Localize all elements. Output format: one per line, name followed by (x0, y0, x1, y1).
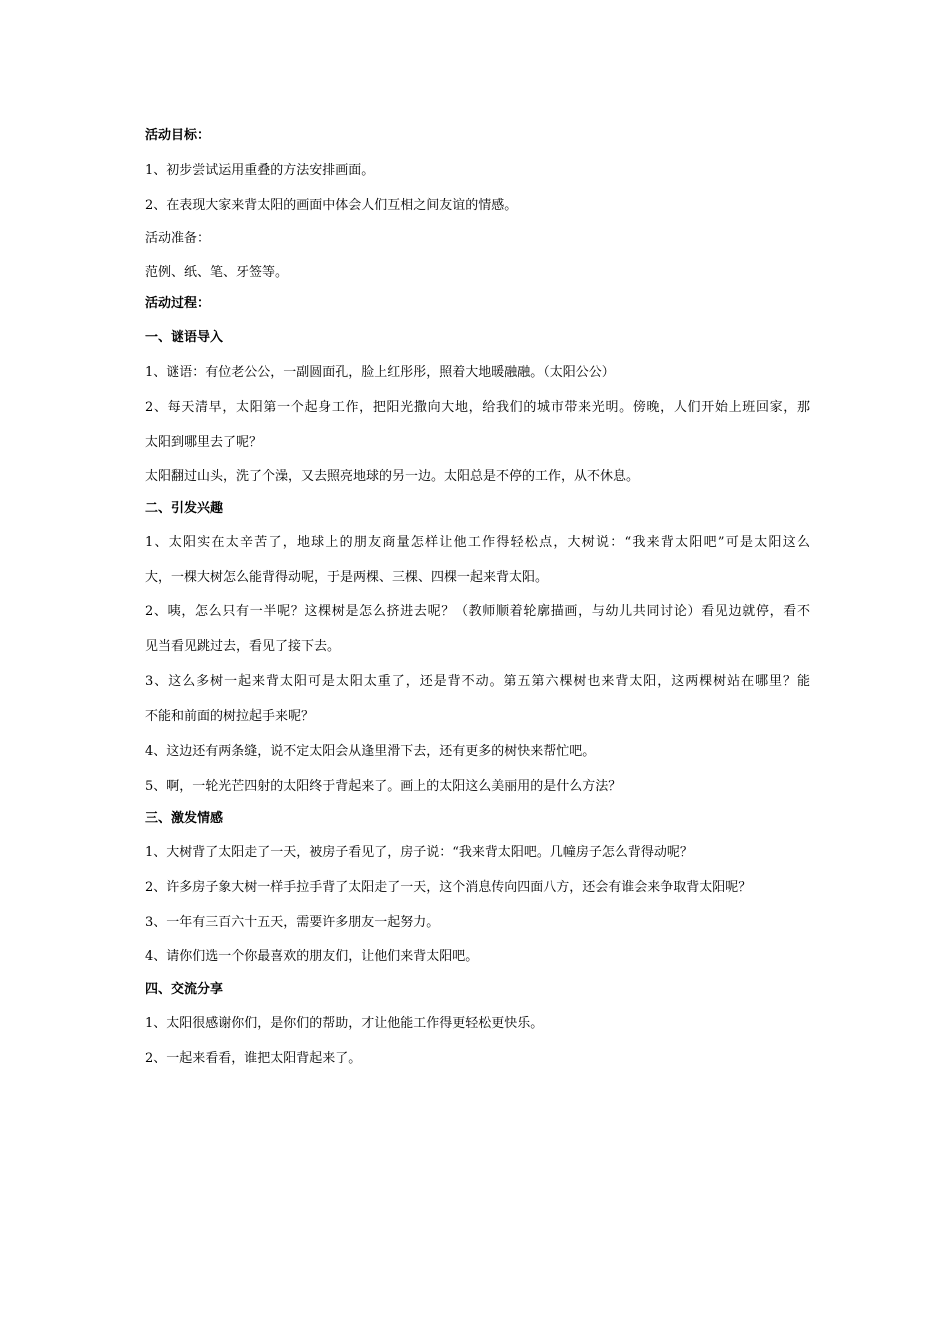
section-2-paragraph-2-line-1: 2、咦，怎么只有一半呢？这棵树是怎么挤进去呢？（教师顺着轮廓描画，与幼儿共同讨论）看见边就停，看不 (145, 604, 810, 619)
goal-item-2: 2、在表现大家来背太阳的画面中体会人们互相之间友谊的情感。 (145, 198, 518, 213)
section-1-paragraph-2-line-1: 2、每天清早，太阳第一个起身工作，把阳光撒向大地，给我们的城市带来光明。傍晚，人们开始上班回家，那 (145, 400, 810, 415)
section-2-paragraph-1-line-2: 大，一棵大树怎么能背得动呢，于是两棵、三棵、四棵一起来背太阳。 (145, 570, 549, 585)
section-1-heading: 一、谜语导入 (145, 330, 224, 345)
section-4-heading: 四、交流分享 (145, 982, 224, 997)
section-2-paragraph-5: 5、啊，一轮光芒四射的太阳终于背起来了。画上的太阳这么美丽用的是什么方法？ (145, 779, 622, 794)
section-2-paragraph-1-line-1: 1、太阳实在太辛苦了，地球上的朋友商量怎样让他工作得轻松点，大树说：“我来背太阳吧”可是太阳这么 (145, 535, 810, 550)
prep-heading: 活动准备： (145, 231, 211, 246)
prep-items: 范例、纸、笔、牙签等。 (145, 265, 289, 280)
section-3-paragraph-4: 4、请你们选一个你最喜欢的朋友们，让他们来背太阳吧。 (145, 949, 479, 964)
section-3-paragraph-2: 2、许多房子象大树一样手拉手背了太阳走了一天，这个消息传向四面八方，还会有谁会来争取背太阳呢？ (145, 880, 752, 895)
section-2-heading: 二、引发兴趣 (145, 501, 224, 516)
process-heading: 活动过程： (145, 296, 211, 311)
section-2-paragraph-2-line-2: 见当看见跳过去，看见了接下去。 (145, 639, 341, 654)
section-1-paragraph-1: 1、谜语：有位老公公，一副圆面孔，脸上红彤彤，照着大地暖融融。（太阳公公） (145, 365, 615, 380)
section-3-paragraph-3: 3、一年有三百六十五天，需要许多朋友一起努力。 (145, 915, 440, 930)
goal-heading: 活动目标： (145, 128, 211, 143)
section-3-paragraph-1: 1、大树背了太阳走了一天，被房子看见了，房子说：“我来背太阳吧。几幢房子怎么背得动呢？ (145, 845, 693, 860)
section-4-paragraph-2: 2、一起来看看，谁把太阳背起来了。 (145, 1051, 362, 1066)
section-2-paragraph-3-line-2: 不能和前面的树拉起手来呢？ (145, 709, 315, 724)
section-2-paragraph-3-line-1: 3、这么多树一起来背太阳可是太阳太重了，还是背不动。第五第六棵树也来背太阳，这两棵树站在哪里？能 (145, 674, 810, 689)
section-1-paragraph-3: 太阳翻过山头，洗了个澡，又去照亮地球的另一边。太阳总是不停的工作，从不休息。 (145, 469, 640, 484)
section-3-heading: 三、激发情感 (145, 811, 224, 826)
goal-item-1: 1、初步尝试运用重叠的方法安排画面。 (145, 163, 375, 178)
section-4-paragraph-1: 1、太阳很感谢你们，是你们的帮助，才让他能工作得更轻松更快乐。 (145, 1016, 544, 1031)
section-2-paragraph-4: 4、这边还有两条缝，说不定太阳会从逢里滑下去，还有更多的树快来帮忙吧。 (145, 744, 596, 759)
section-1-paragraph-2-line-2: 太阳到哪里去了呢？ (145, 435, 263, 450)
